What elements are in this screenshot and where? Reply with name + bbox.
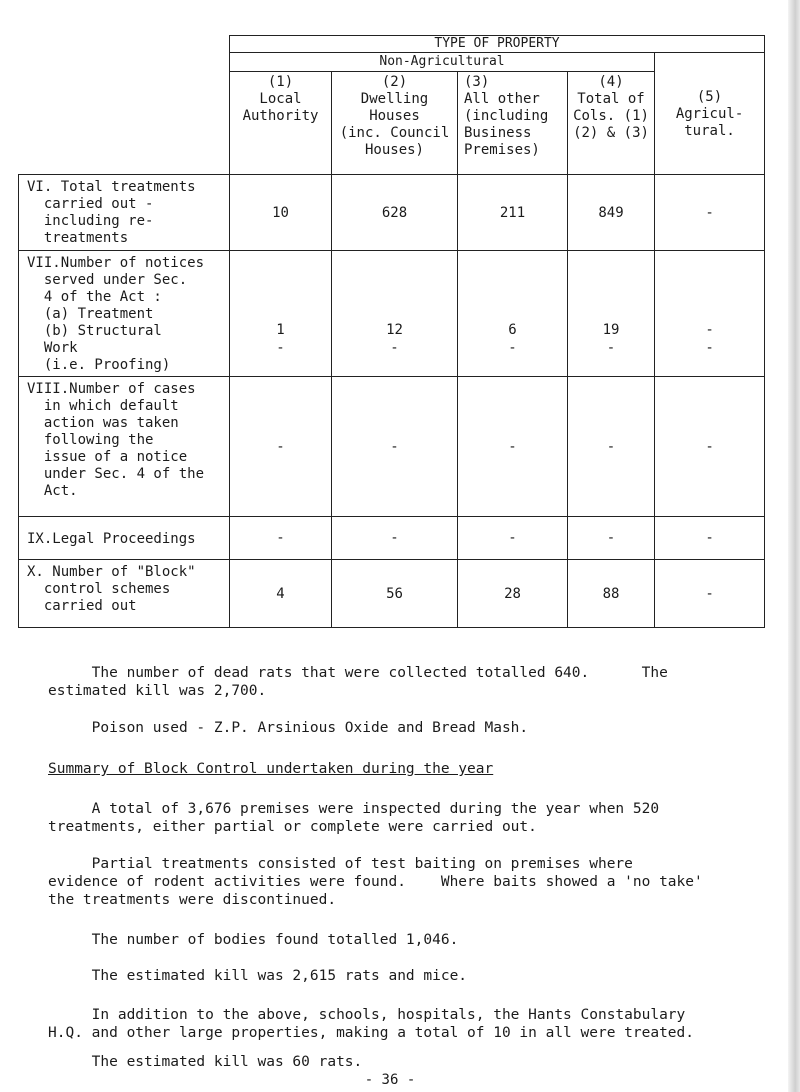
row-label-line: control schemes [27,581,171,597]
row-label-line: action was taken [27,415,179,431]
paragraph-line: In addition to the above, schools, hospitals, the Hants Constabulary [48,1007,686,1023]
table-cell [655,517,765,560]
cell-value: - [390,530,399,546]
row-label [19,251,230,377]
row-label-line: under Sec. 4 of the [27,466,205,482]
cell-value: 28 [504,585,521,602]
cell-value: - [390,340,399,356]
row-label [19,560,230,628]
paragraph-kill-60: The estimated kill was 60 rats. [48,1054,363,1070]
cell-value: - [276,438,285,455]
table-cell [568,251,655,377]
table-cell [458,377,568,517]
row-label-line: (i.e. Proofing) [27,357,171,373]
column-header-line: (1) [267,74,294,90]
column-header-4 [568,72,655,175]
table-cell [458,560,568,628]
column-header-line: (2) & (3) [573,125,649,141]
column-header-1 [230,72,332,175]
column-header-3 [458,72,568,175]
row-label-line: issue of a notice [27,449,188,465]
paragraph-premises [48,800,748,836]
cell-value: 56 [386,585,403,602]
column-header-line: tural. [684,123,735,139]
paragraph-line: treatments, either partial or complete were carried out. [48,819,537,835]
cell-value: - [705,322,714,338]
paragraph-line: H.Q. and other large properties, making a total of 10 in all were treated. [48,1025,695,1041]
column-header-line: (3) [464,74,490,90]
cell-value: - [606,530,616,546]
paragraph-partial-treatments [48,855,748,909]
table-cell [230,560,332,628]
cell-value: - [705,585,714,602]
row-label-line: Work [27,340,78,356]
column-header-line: Total of [577,91,645,107]
table-cell [332,377,458,517]
paragraph-line: estimated kill was 2,700. [48,683,267,699]
row-label-line: IX.Legal Proceedings [27,530,196,547]
cell-value: 88 [602,585,620,602]
cell-value: 10 [272,204,289,221]
table-corner [19,36,230,175]
table-cell [458,251,568,377]
table-cell [230,517,332,560]
paragraph-line: the treatments were discontinued. [48,892,337,908]
table-cell [568,175,655,251]
table-cell [332,175,458,251]
row-label-line: VIII.Number of cases [27,381,196,397]
paragraph-poison: Poison used - Z.P. Arsinious Oxide and Bread Mash. [48,720,529,736]
column-header-5 [655,53,765,175]
row-label-line: (a) Treatment [27,306,154,322]
cell-value: - [390,438,399,455]
table-cell [332,560,458,628]
row-label-line: carried out - [27,196,154,212]
row-label-line: VI. Total treatments [27,179,196,195]
column-header-line: Agricul- [675,106,744,122]
table-row [19,251,765,377]
table-cell [655,251,765,377]
cell-value: 628 [381,204,408,221]
column-header-line: Houses [369,108,420,124]
section-heading: Summary of Block Control undertaken during the year [48,761,494,777]
row-label-line: X. Number of "Block" [27,564,196,580]
column-header-line: (4) [598,74,624,90]
column-header-line: (2) [381,74,408,90]
paragraph-dead-rats [48,664,748,700]
cell-value: - [705,340,714,356]
cell-value: 12 [386,322,403,338]
page-edge-shadow [788,0,800,1092]
column-header-line: Dwelling [360,91,429,107]
column-header-line: Authority [242,108,319,124]
cell-value: - [705,204,714,221]
table-row [19,175,765,251]
row-label-line: in which default [27,398,179,414]
row-label-line: Act. [27,483,78,499]
row-label-line: served under Sec. [27,272,188,288]
cell-value: 1 [276,322,285,338]
table-cell [568,517,655,560]
row-label-line: carried out [27,598,137,614]
cell-value: - [508,438,517,455]
cell-value: - [606,340,616,356]
paragraph-estimated-kill: The estimated kill was 2,615 rats and mice. [48,968,468,984]
row-label-line: 4 of the Act : [27,289,162,305]
row-label [19,175,230,251]
cell-value: - [508,530,517,546]
cell-value: 19 [602,322,620,338]
paragraph-bodies: The number of bodies found totalled 1,046. [48,932,459,948]
row-label-line: following the [27,432,154,448]
cell-value: - [276,340,285,356]
table-row [19,517,765,560]
page-number: - 36 - [364,1072,416,1088]
column-header-line: Premises) [464,142,540,158]
table-cell [332,517,458,560]
table-cell [655,175,765,251]
column-header-line: (5) [696,89,723,105]
cell-value: - [705,530,714,546]
table-row [19,377,765,517]
cell-value: - [606,438,616,455]
table-cell [230,251,332,377]
table-body [19,175,765,628]
cell-value: - [508,340,517,356]
paragraph-line: Partial treatments consisted of test baiting on premises where [48,856,633,872]
property-table [18,35,765,628]
row-label-line: (b) Structural [27,323,162,339]
column-header-line: Business [464,125,532,141]
row-label-line: including re- [27,213,154,229]
column-header-line: All other [464,91,540,107]
paragraph-line: The number of dead rats that were collected totalled 640. The [48,665,668,681]
table-cell [655,377,765,517]
cell-value: 6 [508,322,517,338]
column-header-line: Cols. (1) [573,108,649,124]
table-cell [230,175,332,251]
column-header-line: (including [464,108,549,124]
paragraph-line: A total of 3,676 premises were inspected during the year when 520 [48,801,660,817]
row-label [19,377,230,517]
row-label [19,517,230,560]
cell-value: - [705,438,714,455]
table-row [19,560,765,628]
cell-value: 211 [499,204,526,221]
type-of-property-header: TYPE OF PROPERTY [230,36,765,53]
table-cell [458,175,568,251]
table-cell [568,560,655,628]
paragraph-additional [48,1006,748,1042]
cell-value: 849 [598,204,624,221]
column-header-2 [332,72,458,175]
paragraph-line: evidence of rodent activities were found. Where baits showed a 'no take' [48,874,703,890]
column-header-line: Local [259,91,302,107]
row-label-line: treatments [27,230,129,246]
table-cell [568,377,655,517]
column-header-line: Houses) [364,142,424,158]
table-cell [458,517,568,560]
cell-value: - [276,530,285,546]
table-cell [655,560,765,628]
cell-value: 4 [276,585,285,602]
table-cell [332,251,458,377]
column-header-line: (inc. Council [339,125,450,141]
row-label-line: VII.Number of notices [27,255,205,271]
table-cell [230,377,332,517]
non-agricultural-header: Non-Agricultural [230,53,655,72]
